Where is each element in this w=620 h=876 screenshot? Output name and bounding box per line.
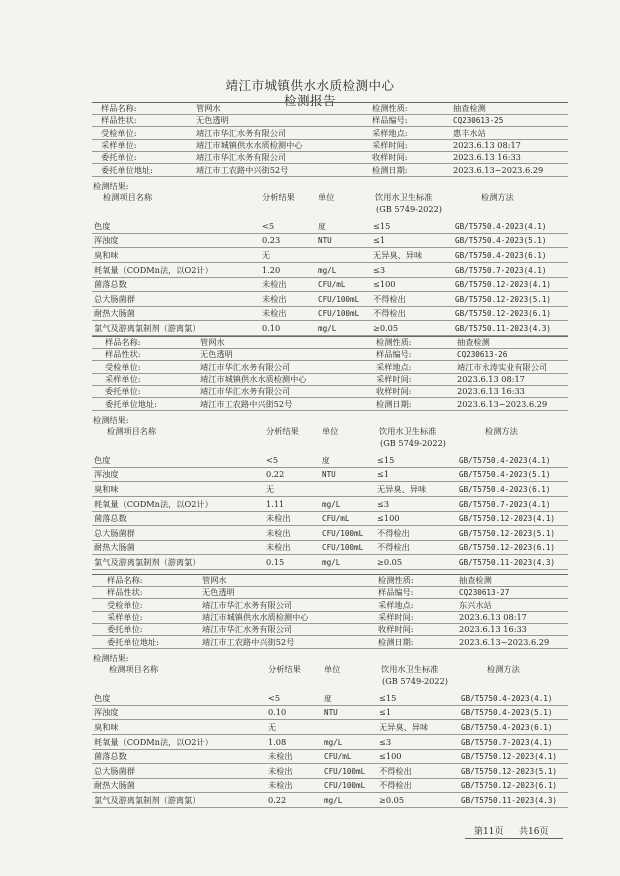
info-value-sample-no: CQ230613-27 — [459, 588, 510, 598]
item-name: 浑浊度 — [94, 235, 119, 246]
info-label-test_date: 检测日期: — [376, 398, 412, 409]
info-value-inspected-unit: 靖江市华汇水务有限公司 — [200, 361, 291, 372]
unit-value: CFU/mL — [318, 280, 346, 290]
info-value-client: 靖江市华汇水务有限公司 — [196, 152, 287, 163]
info-label-client_address: 委托单位地址: — [105, 398, 157, 409]
result-row-rule — [92, 719, 568, 720]
info-label-sample_traits: 样品性状: — [105, 349, 141, 360]
method-value: GB/T5750.12-2023(4.1) — [461, 752, 558, 762]
unit-value: NTU — [318, 236, 332, 246]
unit-value: mg/L — [324, 796, 343, 805]
unit-value: 度 — [322, 455, 330, 465]
method-value: GB/T5750.12-2023(6.1) — [455, 309, 552, 319]
col-header-item: 检测项目名称 — [109, 663, 159, 674]
result-value: 1.11 — [266, 498, 285, 509]
item-name: 菌落总数 — [94, 751, 127, 762]
method-value: GB/T5750.12-2023(6.1) — [459, 543, 556, 553]
standard-value: ≤1 — [377, 469, 390, 480]
info-label-sample_name: 样品名称: — [101, 103, 137, 113]
result-row-rule — [92, 277, 568, 278]
unit-value: 度 — [318, 221, 326, 231]
info-value-sample-traits: 无色透明 — [200, 349, 233, 360]
info-value-sampling-time: 2023.6.13 08:17 — [459, 611, 527, 622]
info-label-client_address: 委托单位地址: — [107, 636, 159, 647]
unit-value: CFU/100mL — [318, 309, 360, 319]
method-value: GB/T5750.4-2023(6.1) — [459, 485, 551, 494]
unit-value: NTU — [322, 470, 336, 480]
item-name: 菌落总数 — [94, 513, 127, 524]
info-value-sample-name: 管网水 — [196, 103, 221, 113]
result-row-rule — [92, 734, 568, 735]
result-value: 0.23 — [262, 235, 281, 246]
result-row-rule — [92, 763, 568, 764]
result-value: 未检出 — [262, 293, 287, 304]
result-row-rule — [92, 540, 568, 541]
unit-value: mg/L — [322, 499, 341, 509]
result-row-rule — [92, 233, 568, 234]
item-name: 浑浊度 — [94, 707, 119, 718]
standard-value: ≥0.05 — [373, 323, 399, 333]
result-row-rule — [92, 525, 568, 526]
standard-value: ≤3 — [373, 264, 386, 275]
result-row-rule — [92, 320, 568, 321]
unit-value: CFU/100mL — [322, 543, 364, 553]
info-label-client_address: 委托单位地址: — [101, 164, 153, 175]
result-value: <5 — [266, 454, 279, 465]
info-row-rule — [92, 648, 568, 649]
report-title: 检测报告 — [283, 93, 336, 108]
item-name: 总大肠菌群 — [94, 765, 135, 776]
info-value-inspection-type: 抽查检测 — [457, 337, 490, 347]
unit-value: CFU/100mL — [324, 781, 366, 791]
result-row-rule — [92, 554, 568, 555]
info-value-client: 靖江市华汇水务有限公司 — [200, 386, 291, 397]
standard-value: ≥0.05 — [377, 557, 403, 567]
standard-value: ≤1 — [373, 235, 386, 246]
method-value: GB/T5750.12-2023(4.1) — [459, 514, 556, 524]
info-value-sampling-unit: 靖江市城镇供水水质检测中心 — [196, 139, 303, 150]
info-label-receive_time: 收样时间: — [378, 624, 414, 635]
info-value-inspected-unit: 靖江市华汇水务有限公司 — [202, 599, 293, 610]
method-value: GB/T5750.4-2023(6.1) — [461, 723, 553, 732]
item-name: 色度 — [94, 692, 111, 703]
unit-value: NTU — [324, 708, 338, 718]
unit-value: CFU/100mL — [318, 294, 360, 304]
info-label-inspection_type: 检测性质: — [378, 575, 414, 585]
info-value-test-date: 2023.6.13~2023.6.29 — [453, 164, 544, 175]
col-header-result: 分析结果 — [268, 663, 301, 674]
info-label-sampling_unit: 采样单位: — [107, 611, 143, 622]
standard-value: ≤100 — [379, 751, 402, 762]
unit-value: CFU/mL — [322, 514, 350, 524]
footer-rule — [465, 838, 563, 839]
col-header-standard-code: (GB 5749-2022) — [380, 437, 446, 448]
info-label-sampling_site: 采样地点: — [378, 599, 414, 610]
info-label-receive_time: 收样时间: — [376, 386, 412, 397]
info-label-inspected_unit: 受检单位: — [101, 127, 137, 138]
info-label-client: 委托单位: — [105, 386, 141, 397]
unit-value: CFU/100mL — [324, 766, 366, 776]
info-value-sampling-site: 东兴水站 — [459, 599, 492, 610]
info-value-receive-time: 2023.6.13 16:33 — [453, 152, 521, 163]
result-value: 未检出 — [266, 527, 291, 538]
info-value-sampling-site: 靖江市永涛实业有限公司 — [457, 361, 548, 372]
standard-value: ≤15 — [373, 220, 391, 231]
result-value: 0.22 — [268, 795, 287, 805]
col-header-method: 检测方法 — [481, 191, 514, 202]
info-label-test_date: 检测日期: — [378, 636, 414, 647]
unit-value: mg/L — [324, 737, 343, 747]
result-row-rule — [92, 511, 568, 512]
item-name: 臭和味 — [94, 250, 119, 260]
info-value-sampling-unit: 靖江市城镇供水水质检测中心 — [202, 611, 309, 622]
method-value: GB/T5750.7-2023(4.1) — [461, 737, 553, 747]
standard-value: ≤100 — [377, 513, 400, 524]
col-header-standard-code: (GB 5749-2022) — [382, 675, 448, 686]
method-value: GB/T5750.4-2023(4.1) — [461, 693, 553, 703]
col-header-unit: 单位 — [322, 425, 339, 436]
result-value: 未检出 — [266, 542, 291, 553]
info-label-sample_no: 样品编号: — [376, 349, 412, 360]
item-name: 总大肠菌群 — [94, 527, 135, 538]
result-value: 无 — [268, 722, 277, 732]
method-value: GB/T5750.12-2023(4.1) — [455, 280, 552, 290]
info-label-sample_traits: 样品性状: — [107, 587, 143, 598]
info-value-receive-time: 2023.6.13 16:33 — [457, 386, 525, 397]
info-label-sample_name: 样品名称: — [107, 575, 143, 585]
info-value-sample-traits: 无色透明 — [202, 587, 235, 598]
info-row-rule — [92, 410, 568, 411]
item-name: 耗氧量（CODMn法，以O2计） — [94, 264, 213, 275]
info-row-rule — [92, 176, 568, 177]
info-label-sampling_time: 采样时间: — [378, 611, 414, 622]
method-value: GB/T5750.12-2023(5.1) — [459, 528, 556, 538]
item-name: 耐热大肠菌 — [94, 308, 135, 319]
method-value: GB/T5750.4-2023(5.1) — [459, 470, 551, 480]
info-value-client-address: 靖江市工农路中兴街52号 — [196, 164, 289, 175]
result-value: 未检出 — [266, 513, 291, 524]
method-value: GB/T5750.12-2023(5.1) — [461, 766, 558, 776]
result-value: 0.15 — [266, 557, 285, 567]
col-header-method: 检测方法 — [485, 425, 518, 436]
standard-value: ≤3 — [377, 498, 390, 509]
standard-value: 无异臭、异味 — [377, 484, 427, 494]
col-header-unit: 单位 — [318, 191, 335, 202]
info-value-receive-time: 2023.6.13 16:33 — [459, 624, 527, 635]
info-value-sample-name: 管网水 — [200, 337, 225, 347]
col-header-standard: 饮用水卫生标准 — [375, 191, 433, 202]
result-row-rule — [92, 247, 568, 248]
result-row-rule — [92, 467, 568, 468]
standard-value: 不得检出 — [379, 780, 412, 791]
item-name: 氯气及游离氯制剂（游离氯） — [94, 323, 201, 333]
info-label-sample_name: 样品名称: — [105, 337, 141, 347]
info-value-sampling-site: 惠丰水站 — [453, 127, 486, 138]
result-row-rule — [92, 262, 568, 263]
method-value: GB/T5750.4-2023(5.1) — [455, 236, 547, 246]
info-label-inspected_unit: 受检单位: — [105, 361, 141, 372]
item-name: 氯气及游离氯制剂（游离氯） — [94, 795, 201, 805]
result-row-rule — [92, 778, 568, 779]
info-label-client: 委托单位: — [101, 152, 137, 163]
result-row-rule — [92, 569, 568, 570]
item-name: 菌落总数 — [94, 279, 127, 290]
info-value-client: 靖江市华汇水务有限公司 — [202, 624, 293, 635]
col-header-standard-code: (GB 5749-2022) — [376, 203, 442, 214]
method-value: GB/T5750.4-2023(4.1) — [455, 221, 547, 231]
method-value: GB/T5750.11-2023(4.3) — [455, 324, 552, 333]
info-label-sampling_time: 采样时间: — [376, 373, 412, 384]
unit-value: 度 — [324, 693, 332, 703]
col-header-standard: 饮用水卫生标准 — [381, 663, 439, 674]
col-header-result: 分析结果 — [266, 425, 299, 436]
result-value: <5 — [262, 220, 275, 231]
standard-value: ≤15 — [377, 454, 395, 465]
page-number: 第11页 — [474, 827, 504, 837]
info-value-client-address: 靖江市工农路中兴街52号 — [200, 398, 293, 409]
info-label-sample_no: 样品编号: — [378, 587, 414, 598]
method-value: GB/T5750.12-2023(6.1) — [461, 781, 558, 791]
standard-value: 不得检出 — [373, 293, 406, 304]
standard-value: 无异臭、异味 — [373, 250, 423, 260]
method-value: GB/T5750.11-2023(4.3) — [461, 796, 558, 805]
unit-value: mg/L — [318, 265, 337, 275]
info-value-sample-no: CQ230613-25 — [453, 116, 504, 126]
method-value: GB/T5750.4-2023(5.1) — [461, 708, 553, 718]
col-header-item: 检测项目名称 — [107, 425, 157, 436]
result-value: 未检出 — [262, 279, 287, 290]
result-row-rule — [92, 496, 568, 497]
standard-value: 不得检出 — [377, 542, 410, 553]
standard-value: 不得检出 — [377, 527, 410, 538]
item-name: 色度 — [94, 220, 111, 231]
standard-value: ≥0.05 — [379, 795, 405, 805]
result-value: 1.08 — [268, 736, 287, 747]
info-value-inspection-type: 抽查检测 — [459, 575, 492, 585]
item-name: 耐热大肠菌 — [94, 542, 135, 553]
item-name: 耗氧量（CODMn法，以O2计） — [94, 736, 213, 747]
info-label-sample_no: 样品编号: — [372, 115, 408, 126]
info-label-inspected_unit: 受检单位: — [107, 599, 143, 610]
info-label-sampling_unit: 采样单位: — [101, 139, 137, 150]
unit-value: CFU/mL — [324, 752, 352, 762]
item-name: 色度 — [94, 454, 111, 465]
method-value: GB/T5750.7-2023(4.1) — [455, 265, 547, 275]
method-value: GB/T5750.11-2023(4.3) — [459, 558, 556, 567]
info-label-receive_time: 收样时间: — [372, 152, 408, 163]
info-value-test-date: 2023.6.13~2023.6.29 — [459, 636, 550, 647]
results-label: 检测结果: — [93, 652, 129, 663]
result-value: 未检出 — [268, 765, 293, 776]
unit-value: mg/L — [318, 324, 337, 333]
info-value-sampling-time: 2023.6.13 08:17 — [457, 373, 525, 384]
item-name: 耐热大肠菌 — [94, 780, 135, 791]
col-header-unit: 单位 — [324, 663, 341, 674]
result-value: 0.10 — [262, 323, 281, 333]
item-name: 臭和味 — [94, 484, 119, 494]
result-row-rule — [92, 291, 568, 292]
result-value: 未检出 — [268, 780, 293, 791]
info-value-inspected-unit: 靖江市华汇水务有限公司 — [196, 127, 287, 138]
info-value-sample-traits: 无色透明 — [196, 115, 229, 126]
item-name: 浑浊度 — [94, 469, 119, 480]
result-row-rule — [92, 705, 568, 706]
result-value: 1.20 — [262, 264, 281, 275]
item-name: 臭和味 — [94, 722, 119, 732]
result-row-rule — [92, 481, 568, 482]
standard-value: ≤1 — [379, 707, 392, 718]
result-row-rule — [92, 792, 568, 793]
result-row-rule — [92, 749, 568, 750]
info-value-inspection-type: 抽查检测 — [453, 103, 486, 113]
standard-value: 不得检出 — [373, 308, 406, 319]
info-value-sampling-unit: 靖江市城镇供水水质检测中心 — [200, 373, 307, 384]
info-label-sampling_site: 采样地点: — [376, 361, 412, 372]
info-value-client-address: 靖江市工农路中兴街52号 — [202, 636, 295, 647]
col-header-result: 分析结果 — [262, 191, 295, 202]
standard-value: ≤3 — [379, 736, 392, 747]
info-label-sample_traits: 样品性状: — [101, 115, 137, 126]
result-row-rule — [92, 306, 568, 307]
info-label-test_date: 检测日期: — [372, 164, 408, 175]
page-total: 共16页 — [519, 827, 549, 837]
method-value: GB/T5750.12-2023(5.1) — [455, 294, 552, 304]
info-label-inspection_type: 检测性质: — [372, 103, 408, 113]
info-value-sample-name: 管网水 — [202, 575, 227, 585]
info-value-sampling-time: 2023.6.13 08:17 — [453, 139, 521, 150]
col-header-method: 检测方法 — [487, 663, 520, 674]
item-name: 氯气及游离氯制剂（游离氯） — [94, 557, 201, 567]
result-value: <5 — [268, 692, 281, 703]
method-value: GB/T5750.7-2023(4.1) — [459, 499, 551, 509]
result-row-rule — [92, 807, 568, 808]
col-header-item: 检测项目名称 — [103, 191, 153, 202]
info-label-sampling_unit: 采样单位: — [105, 373, 141, 384]
info-value-sample-no: CQ230613-26 — [457, 350, 508, 360]
results-label: 检测结果: — [93, 180, 129, 191]
item-name: 总大肠菌群 — [94, 293, 135, 304]
result-value: 无 — [266, 484, 275, 494]
results-label: 检测结果: — [93, 414, 129, 425]
col-header-standard: 饮用水卫生标准 — [379, 425, 437, 436]
info-label-client: 委托单位: — [107, 624, 143, 635]
method-value: GB/T5750.4-2023(4.1) — [459, 455, 551, 465]
result-value: 未检出 — [262, 308, 287, 319]
info-label-sampling_site: 采样地点: — [372, 127, 408, 138]
result-value: 0.10 — [268, 707, 287, 718]
standard-value: ≤100 — [373, 279, 396, 290]
standard-value: 无异臭、异味 — [379, 722, 429, 732]
info-label-inspection_type: 检测性质: — [376, 337, 412, 347]
method-value: GB/T5750.4-2023(6.1) — [455, 251, 547, 260]
info-label-sampling_time: 采样时间: — [372, 139, 408, 150]
unit-value: CFU/100mL — [322, 528, 364, 538]
unit-value: mg/L — [322, 558, 341, 567]
info-value-test-date: 2023.6.13~2023.6.29 — [457, 398, 548, 409]
org-title: 靖江市城镇供水水质检测中心 — [225, 78, 395, 93]
result-value: 未检出 — [268, 751, 293, 762]
standard-value: ≤15 — [379, 692, 397, 703]
standard-value: 不得检出 — [379, 765, 412, 776]
item-name: 耗氧量（CODMn法，以O2计） — [94, 498, 213, 509]
result-value: 0.22 — [266, 469, 285, 480]
result-value: 无 — [262, 250, 271, 260]
